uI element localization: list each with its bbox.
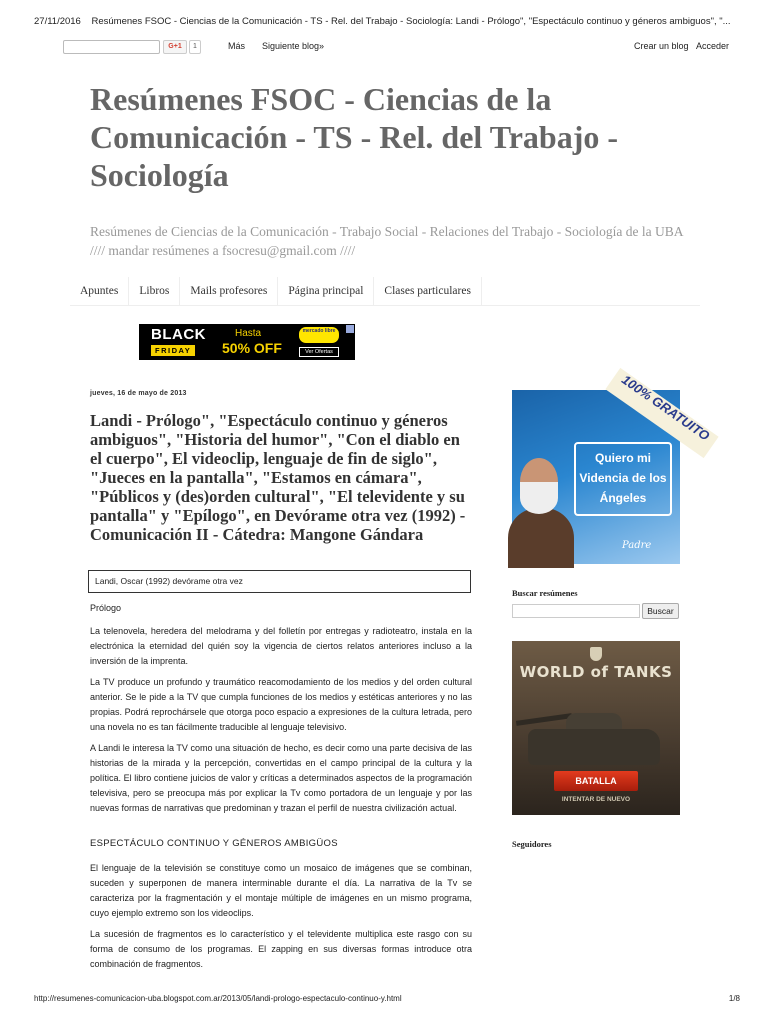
- print-footer: [34, 994, 740, 1003]
- wot-subtext: INTENTAR DE NUEVO: [561, 796, 631, 803]
- blog-title[interactable]: Resúmenes FSOC - Ciencias de la Comunicación - TS - Rel. del Trabajo - Sociología: [90, 81, 619, 193]
- ad-discount-text: 50% OFF: [222, 340, 282, 356]
- login-link[interactable]: Acceder: [696, 41, 730, 51]
- create-blog-link[interactable]: Crear un blog: [634, 41, 689, 51]
- sidebar-search-input[interactable]: [512, 604, 640, 618]
- search-widget-title: Buscar resúmenes: [512, 588, 578, 598]
- ad-black-text: BLACK: [151, 326, 206, 343]
- black-friday-ad[interactable]: [139, 324, 355, 360]
- adchoices-icon[interactable]: [346, 325, 354, 333]
- videncia-ad[interactable]: [512, 371, 713, 564]
- more-link[interactable]: Más: [228, 41, 246, 51]
- post-paragraph: La telenovela, heredera del melodrama y del folletín por entregas y radioteatro, instala en la electrónica la eternidad del quién soy la vigencia de ciertos relatos anteriores incluso a la inversión de la imprenta.: [90, 626, 472, 666]
- post-date: jueves, 16 de mayo de 2013: [90, 390, 187, 397]
- post-paragraph: A Landi le interesa la TV como una situación de hecho, es decir como una parte decisiva de las historias de la mirada y la percepción, convertidas en el campo principal de la cultura y la política. El libro contiene juicios de valor y críticas a determinados aspectos de la programación televisiva, pero se preocupa más por explicar la Tv como portadora de un lenguaje y por las nuevas formas de narrativas que predominan y trazan el perfil de nuestra civilización actual.: [90, 743, 472, 813]
- page-link-clases-particulares[interactable]: Clases particulares: [374, 277, 482, 306]
- page-link-mails-profesores[interactable]: Mails profesores: [180, 277, 278, 306]
- page-link-libros[interactable]: Libros: [129, 277, 180, 306]
- post-paragraph: El lenguaje de la televisión se constituye como un mosaico de imágenes que se combinan, suceden y superponen de manera interminable durante el día. La narrativa de la Tv se caracteriza por la fragmentación y el montaje múltiple de imágenes en un mismo programa, cuyo ejemplo extremo son los videoclips.: [90, 863, 472, 918]
- next-blog-link[interactable]: Siguiente blog»: [262, 41, 325, 51]
- mercadolibre-logo: mercado libre: [299, 327, 339, 343]
- gplus-button[interactable]: G+1: [163, 40, 187, 54]
- followers-widget-title: Seguidores: [512, 839, 552, 849]
- ad-person-body: [508, 508, 574, 568]
- ad-hasta-text: Hasta: [235, 328, 262, 339]
- section-heading: ESPECTÁCULO CONTINUO Y GÉNEROS AMBIGÜOS: [90, 838, 338, 849]
- world-of-tanks-ad[interactable]: [512, 641, 680, 815]
- page-link-pagina-principal[interactable]: Página principal: [278, 277, 374, 306]
- ad-cta-button[interactable]: Ver Ofertas: [299, 347, 339, 357]
- ad-ribbon: 100% GRATUITO: [605, 368, 718, 458]
- footer-url: http://resumenes-comunicacion-uba.blogspot.com.ar/2013/05/landi-prologo-espectaculo-continuo-y.html: [34, 994, 402, 1003]
- print-date: 27/11/2016: [34, 16, 81, 27]
- page-link-apuntes[interactable]: Apuntes: [70, 277, 129, 306]
- ad-person-beard: [520, 482, 558, 514]
- navbar-search-input[interactable]: [63, 40, 160, 54]
- ad-cta-text: Quiero mi Videncia de los Ángeles: [574, 442, 672, 516]
- source-citation: Landi, Oscar (1992) devórame otra vez: [88, 570, 471, 593]
- post-paragraph: La TV produce un profundo y traumático reacomodamiento de los medios y del orden cultural anterior. Se le pide a la TV que cumpla funciones de los medios y estéticas anteriores y no las propias. Podrá reprochársele que otorga poco espacio a expresiones de la cultura letrada, pero una novela no es tan fácilmente traducible al lenguaje televisivo.: [90, 677, 472, 732]
- print-header: [34, 16, 731, 27]
- post-paragraph: La sucesión de fragmentos es lo característico y el televidente multiplica este rasgo con su forma de consumo de los programas. El zapping en sus diversas formas introduce otra combinación de fragmentos.: [90, 929, 472, 969]
- wot-emblem-icon: [590, 647, 602, 661]
- blogger-navbar: [0, 38, 768, 56]
- tank-gun: [516, 713, 572, 726]
- tank-body: [528, 729, 660, 765]
- wot-logo: WORLD of TANKS: [519, 663, 673, 681]
- sidebar-search-button[interactable]: Buscar: [642, 603, 679, 619]
- post-subtitle: Prólogo: [90, 603, 122, 613]
- blog-description: Resúmenes de Ciencias de la Comunicación - Trabajo Social - Relaciones del Trabajo - Sociología de la UBA //// mandar resúmenes a fsocresu@gmail.com ////: [90, 224, 683, 258]
- pages-nav: [70, 277, 700, 306]
- footer-page-number: 1/8: [728, 994, 740, 1003]
- post-body: [90, 601, 472, 978]
- ad-signature: Padre: [622, 540, 652, 551]
- ad-friday-text: FRIDAY: [151, 345, 195, 356]
- post-title[interactable]: Landi - Prólogo", "Espectáculo continuo y géneros ambiguos", "Historia del humor", "Con el diablo en el cuerpo", El videoclip, lenguaje de fin de siglo", "Jueces en la pantalla", "Estamos en cámara", "Públicos y (des)orden cultural", "El televidente y su pantalla" y "Epílogo", en Devórame otra vez (1992) - Comunicación II - Cátedra: Mangone Gándara: [90, 411, 466, 544]
- gplus-count: 1: [189, 40, 201, 54]
- print-title: Resúmenes FSOC - Ciencias de la Comunicación - TS - Rel. del Trabajo - Sociología: Landi - Prólogo", "Espectáculo continuo y géneros ambiguos", "...: [91, 16, 731, 27]
- wot-battle-button[interactable]: BATALLA: [554, 771, 638, 791]
